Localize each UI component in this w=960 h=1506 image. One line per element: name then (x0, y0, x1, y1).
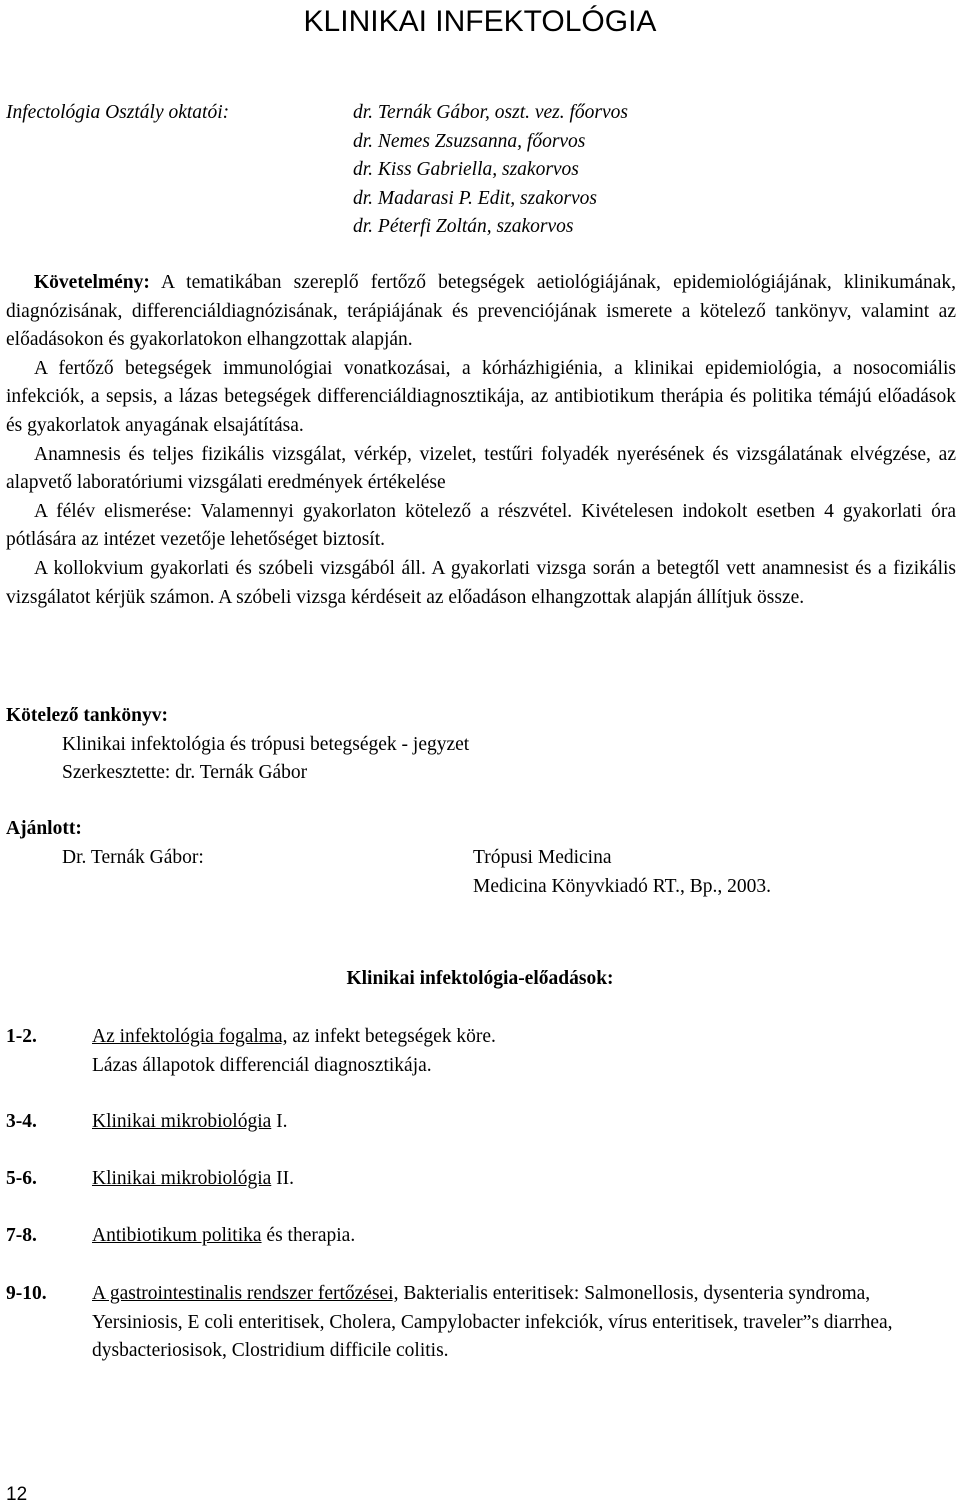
lectures-heading: Klinikai infektológia-előadások: (346, 968, 614, 989)
lecture-topic-underlined: Antibiotikum politika (92, 1225, 262, 1246)
page-number: 12 (6, 1484, 28, 1505)
staff-label: Infectológia Osztály oktatói: (6, 102, 230, 123)
mandatory-book-section (6, 702, 956, 788)
staff-member: dr. Kiss Gabriella, szakorvos (353, 159, 579, 181)
recommended-heading: Ajánlott: (6, 818, 82, 839)
recommended-author: Dr. Ternák Gábor: (62, 847, 204, 868)
page-title: KLINIKAI INFEKTOLÓGIA (303, 5, 657, 38)
lecture-text (92, 1108, 956, 1137)
lecture-topic-underlined: Az infektológia fogalma, (92, 1026, 288, 1047)
lecture-topic-rest: az infekt betegségek köre. (287, 1026, 496, 1047)
lecture-text (92, 1222, 956, 1251)
recommended-row (6, 844, 956, 873)
recommended-section (6, 815, 956, 902)
lecture-topic-rest: I. (271, 1111, 288, 1132)
lecture-number: 3-4. (6, 1111, 37, 1132)
requirements-paragraph: A félév elismerése: Valamennyi gyakorlaton kötelező a részvétel. Kivételesen indokolt esetben 4 gyakorlati óra pótlására az intézet vezetője lehetőséget biztosít. (6, 500, 956, 551)
recommended-publisher: Medicina Könyvkiadó RT., Bp., 2003. (473, 876, 771, 897)
recommended-row (6, 873, 956, 902)
lecture-topic-line2: Lázas állapotok differenciál diagnosztikája. (92, 1054, 432, 1076)
staff-member: dr. Péterfi Zoltán, szakorvos (353, 216, 574, 238)
mandatory-book-title: Klinikai infektológia és trópusi betegségek - jegyzet (62, 733, 470, 755)
requirements-paragraph: Anamnesis és teljes fizikális vizsgálat, vérkép, vizelet, testűri folyadék nyerésének és vizsgálatának elvégzése, az alapvető laboratóriumi vizsgálati eredmények értékelése (6, 443, 956, 494)
lecture-number: 9-10. (6, 1283, 47, 1304)
requirements-paragraph: A fertőző betegségek immunológiai vonatkozásai, a kórházhigiénia, a klinikai epidemiológia, a nosocomiális infekciók, a sepsis, a lázas betegségek differenciáldiagnosztikája, az antibiotikum therápia és politika témájú előadások és gyakorlatok anyagának elsajátítása. (6, 357, 956, 436)
lecture-topic-rest: Bakterialis enteritisek: Salmonellosis, dysenteria syndroma, Yersiniosis, E coli enteritisek, Cholera, Campylobacter infekciók, vírus enteritisek, traveler”s diarrhea, dysbacteriosisok, Clostridium difficile colitis. (92, 1283, 893, 1362)
staff-list (353, 99, 628, 242)
requirements-section (6, 269, 956, 612)
staff-member: dr. Nemes Zsuzsanna, főorvos (353, 130, 586, 152)
lecture-number: 7-8. (6, 1225, 37, 1246)
lecture-number: 5-6. (6, 1168, 37, 1189)
recommended-book-title: Trópusi Medicina (473, 847, 612, 868)
requirements-paragraph: A kollokvium gyakorlati és szóbeli vizsgából áll. A gyakorlati vizsga során a betegtől vett anamnesist és a fizikális vizsgálatot kérjük számon. A szóbeli vizsga kérdéseit az előadáson elhangzottak alapján állítjuk össze. (6, 557, 956, 608)
recommended-heading-row (6, 815, 956, 844)
lecture-topic-rest: és therapia. (261, 1225, 356, 1246)
lecture-topic-underlined: Klinikai mikrobiológia (92, 1111, 272, 1132)
requirements-paragraph (6, 269, 956, 355)
lecture-topic-underlined: Klinikai mikrobiológia (92, 1168, 272, 1189)
lecture-topic-underlined: A gastrointestinalis rendszer fertőzései, (92, 1283, 399, 1304)
requirements-text: A tematikában szereplő fertőző betegségek aetiológiájának, epidemiológiájának, klinikumának, diagnózisának, differenciáldiagnózisának, terápiájának és prevenciójának ismerete a kötelező tankönyv, valamint az előadásokon és gyakorlatokon elhangzottak alapján. (6, 272, 956, 351)
staff-member: dr. Madarasi P. Edit, szakorvos (353, 187, 597, 209)
mandatory-book-editor: Szerkesztette: dr. Ternák Gábor (62, 762, 308, 784)
staff-member: dr. Ternák Gábor, oszt. vez. főorvos (353, 102, 629, 123)
lecture-topic-rest: II. (271, 1168, 295, 1189)
lecture-text (92, 1165, 956, 1194)
lecture-number: 1-2. (6, 1026, 37, 1047)
lecture-text (92, 1280, 956, 1366)
mandatory-book-heading: Kötelező tankönyv: (6, 705, 168, 726)
lecture-text (92, 1023, 956, 1080)
requirements-heading: Követelmény: (34, 272, 150, 293)
